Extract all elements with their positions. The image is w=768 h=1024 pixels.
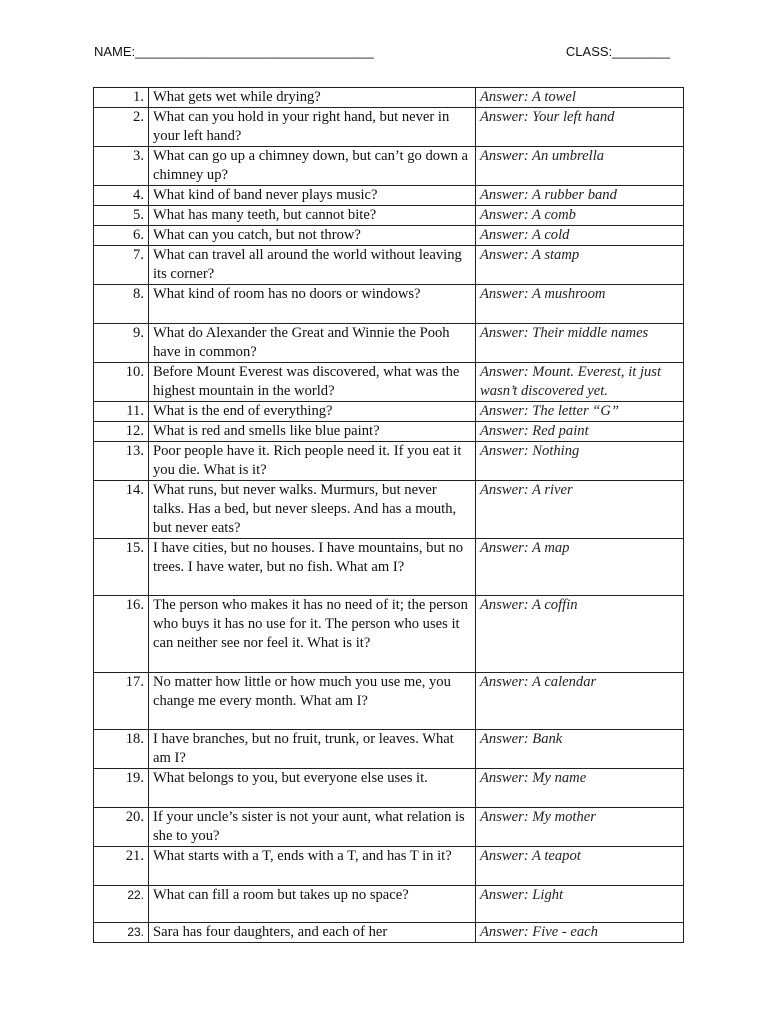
riddle-question: What can you catch, but not throw? <box>149 226 476 246</box>
riddle-question: What do Alexander the Great and Winnie the Pooh have in common? <box>149 324 476 363</box>
riddle-number: 5. <box>94 206 149 226</box>
riddle-answer: Answer: An umbrella <box>476 147 684 186</box>
riddle-question: What can fill a room but takes up no space? <box>149 886 476 923</box>
riddle-answer: Answer: A teapot <box>476 847 684 886</box>
riddle-answer: Answer: A cold <box>476 226 684 246</box>
riddle-answer: Answer: The letter “G” <box>476 402 684 422</box>
riddle-row <box>94 363 684 402</box>
riddle-answer: Answer: A comb <box>476 206 684 226</box>
class-field-label: CLASS:________ <box>565 44 670 59</box>
riddle-answer: Answer: Your left hand <box>476 108 684 147</box>
riddle-question: Sara has four daughters, and each of her <box>149 923 476 943</box>
riddle-number: 16. <box>94 596 149 673</box>
riddle-number: 12. <box>94 422 149 442</box>
riddle-answer: Answer: A coffin <box>476 596 684 673</box>
riddle-answer: Answer: A map <box>476 539 684 596</box>
riddle-number: 17. <box>94 673 149 730</box>
riddle-row <box>94 324 684 363</box>
riddle-question: What kind of band never plays music? <box>149 186 476 206</box>
riddle-answer: Answer: Five - each <box>476 923 684 943</box>
riddle-question: What is red and smells like blue paint? <box>149 422 476 442</box>
riddle-row <box>94 285 684 324</box>
riddle-number: 15. <box>94 539 149 596</box>
riddle-answer: Answer: A mushroom <box>476 285 684 324</box>
worksheet-header <box>94 44 670 64</box>
riddle-question: What has many teeth, but cannot bite? <box>149 206 476 226</box>
riddle-answer: Answer: A towel <box>476 88 684 108</box>
riddle-number: 2. <box>94 108 149 147</box>
riddle-number: 1. <box>94 88 149 108</box>
riddle-answer: Answer: A calendar <box>476 673 684 730</box>
riddle-row <box>94 206 684 226</box>
riddle-question: What can you hold in your right hand, but never in your left hand? <box>149 108 476 147</box>
riddle-question: What is the end of everything? <box>149 402 476 422</box>
riddle-row <box>94 596 684 673</box>
riddle-number: 9. <box>94 324 149 363</box>
riddle-answer: Answer: Light <box>476 886 684 923</box>
riddle-question: What gets wet while drying? <box>149 88 476 108</box>
riddle-answer: Answer: Nothing <box>476 442 684 481</box>
riddle-number: 13. <box>94 442 149 481</box>
riddle-number: 18. <box>94 730 149 769</box>
riddle-answer: Answer: A river <box>476 481 684 539</box>
riddle-question: What can go up a chimney down, but can’t go down a chimney up? <box>149 147 476 186</box>
riddle-number: 23. <box>94 923 149 943</box>
riddle-row <box>94 847 684 886</box>
riddle-question: I have branches, but no fruit, trunk, or leaves. What am I? <box>149 730 476 769</box>
riddles-table-body <box>94 88 684 943</box>
riddle-question: Poor people have it. Rich people need it. If you eat it you die. What is it? <box>149 442 476 481</box>
riddle-question: What can travel all around the world without leaving its corner? <box>149 246 476 285</box>
riddle-answer: Answer: A rubber band <box>476 186 684 206</box>
name-field-label: NAME:_________________________________ <box>94 44 374 59</box>
riddle-row <box>94 730 684 769</box>
riddle-row <box>94 539 684 596</box>
riddle-row <box>94 246 684 285</box>
riddle-answer: Answer: Bank <box>476 730 684 769</box>
riddles-table <box>93 87 684 943</box>
riddle-number: 7. <box>94 246 149 285</box>
riddle-number: 8. <box>94 285 149 324</box>
riddle-question: I have cities, but no houses. I have mountains, but no trees. I have water, but no fish. What am I? <box>149 539 476 596</box>
riddle-question: What belongs to you, but everyone else uses it. <box>149 769 476 808</box>
riddle-number: 20. <box>94 808 149 847</box>
riddle-row <box>94 186 684 206</box>
riddle-row <box>94 886 684 923</box>
riddle-row <box>94 481 684 539</box>
riddle-answer: Answer: My mother <box>476 808 684 847</box>
riddle-number: 14. <box>94 481 149 539</box>
riddle-number: 10. <box>94 363 149 402</box>
riddle-number: 3. <box>94 147 149 186</box>
riddle-answer: Answer: Their middle names <box>476 324 684 363</box>
riddle-row <box>94 442 684 481</box>
riddle-row <box>94 422 684 442</box>
riddle-row <box>94 769 684 808</box>
riddle-row <box>94 226 684 246</box>
riddle-answer: Answer: My name <box>476 769 684 808</box>
riddle-answer: Answer: A stamp <box>476 246 684 285</box>
riddle-question: No matter how little or how much you use me, you change me every month. What am I? <box>149 673 476 730</box>
riddle-number: 22. <box>94 886 149 923</box>
riddle-number: 6. <box>94 226 149 246</box>
riddle-number: 11. <box>94 402 149 422</box>
riddle-row <box>94 108 684 147</box>
riddle-row <box>94 88 684 108</box>
riddle-row <box>94 673 684 730</box>
riddle-question: What starts with a T, ends with a T, and has T in it? <box>149 847 476 886</box>
riddle-question: What runs, but never walks. Murmurs, but never talks. Has a bed, but never sleeps. And has a mouth, but never eats? <box>149 481 476 539</box>
riddle-row <box>94 923 684 943</box>
riddle-answer: Answer: Mount. Everest, it just wasn’t discovered yet. <box>476 363 684 402</box>
riddle-question: If your uncle’s sister is not your aunt, what relation is she to you? <box>149 808 476 847</box>
riddle-row <box>94 402 684 422</box>
riddle-number: 19. <box>94 769 149 808</box>
riddle-answer: Answer: Red paint <box>476 422 684 442</box>
riddle-row <box>94 147 684 186</box>
riddle-number: 21. <box>94 847 149 886</box>
riddle-question: The person who makes it has no need of it; the person who buys it has no use for it. The person who uses it can neither see nor feel it. What is it? <box>149 596 476 673</box>
riddle-question: What kind of room has no doors or windows? <box>149 285 476 324</box>
riddle-question: Before Mount Everest was discovered, what was the highest mountain in the world? <box>149 363 476 402</box>
riddle-row <box>94 808 684 847</box>
riddle-number: 4. <box>94 186 149 206</box>
